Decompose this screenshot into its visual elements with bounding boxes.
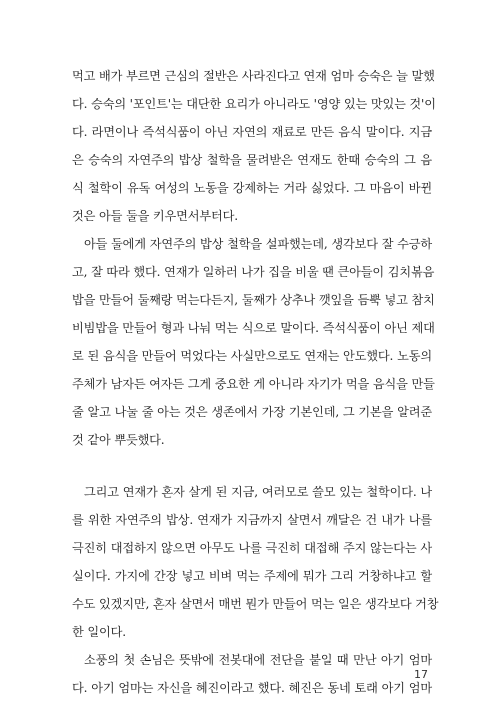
text-line: 먹고 배가 부르면 근심의 절반은 사라진다고 연재 엄마 승숙은 늘 말했 xyxy=(72,69,435,83)
text-line: 한 일이다. xyxy=(72,625,126,639)
text-line: 다. 라면이나 즉석식품이 아닌 자연의 재료로 만든 음식 말이다. 지금 xyxy=(72,125,432,139)
text-line: 식 철학이 유독 여성의 노동을 강제하는 거라 싫었다. 그 마음이 바뀐 xyxy=(72,181,432,195)
text-line: 소풍의 첫 손님은 뜻밖에 전봇대에 전단을 붙일 때 만난 아기 엄마 xyxy=(84,653,432,667)
text-line: 아들 둘에게 자연주의 밥상 철학을 설파했는데, 생각보다 잘 수긍하 xyxy=(84,237,432,251)
text-line: 주체가 남자든 여자든 그게 중요한 게 아니라 자기가 먹을 음식을 만들 xyxy=(72,377,435,391)
text-line: 로 된 음식을 만들어 먹었다는 사실만으로도 연재는 안도했다. 노동의 xyxy=(72,349,432,363)
text-line: 고, 잘 따라 했다. 연재가 일하러 나가 집을 비울 땐 큰아들이 김치볶음 xyxy=(72,265,435,279)
text-line: 그리고 연재가 혼자 살게 된 지금, 여러모로 쓸모 있는 철학이다. 나 xyxy=(84,485,432,499)
text-line: 줄 알고 나눌 줄 아는 것은 생존에서 가장 기본인데, 그 기본을 알려준 xyxy=(72,405,432,419)
text-line: 수도 있겠지만, 혼자 살면서 매번 뭔가 만들어 먹는 일은 생각보다 거창 xyxy=(72,597,439,611)
text-line: 극진히 대접하지 않으면 아무도 나를 극진히 대접해 주지 않는다는 사 xyxy=(72,541,432,555)
text-line: 것 같아 뿌듯했다. xyxy=(72,433,165,447)
text-line: 비빔밥을 만들어 형과 나눠 먹는 식으로 말이다. 즉석식품이 아닌 제대 xyxy=(72,321,435,335)
text-line: 실이다. 가지에 간장 넣고 비벼 먹는 주제에 뭐가 그리 거창하냐고 할 xyxy=(72,569,432,583)
text-line: 다. 승숙의 '포인트'는 대단한 요리가 아니라도 '영양 있는 맛있는 것'이 xyxy=(72,97,436,111)
text-line: 밥을 만들어 둘째랑 먹는다든지, 둘째가 상추나 깻잎을 듬뿍 넣고 참치 xyxy=(72,293,435,307)
text-line: 것은 아들 둘을 키우면서부터다. xyxy=(72,209,238,223)
page-number: 17 xyxy=(414,668,428,681)
text-line: 를 위한 자연주의 밥상. 연재가 지금까지 살면서 깨달은 건 내가 나를 xyxy=(72,513,432,527)
text-line: 다. 아기 엄마는 자신을 혜진이라고 했다. 혜진은 동네 토래 아기 엄마 xyxy=(72,681,432,695)
text-line: 은 승숙의 자연주의 밥상 철학을 물려받은 연재도 한때 승숙의 그 음 xyxy=(72,153,432,167)
